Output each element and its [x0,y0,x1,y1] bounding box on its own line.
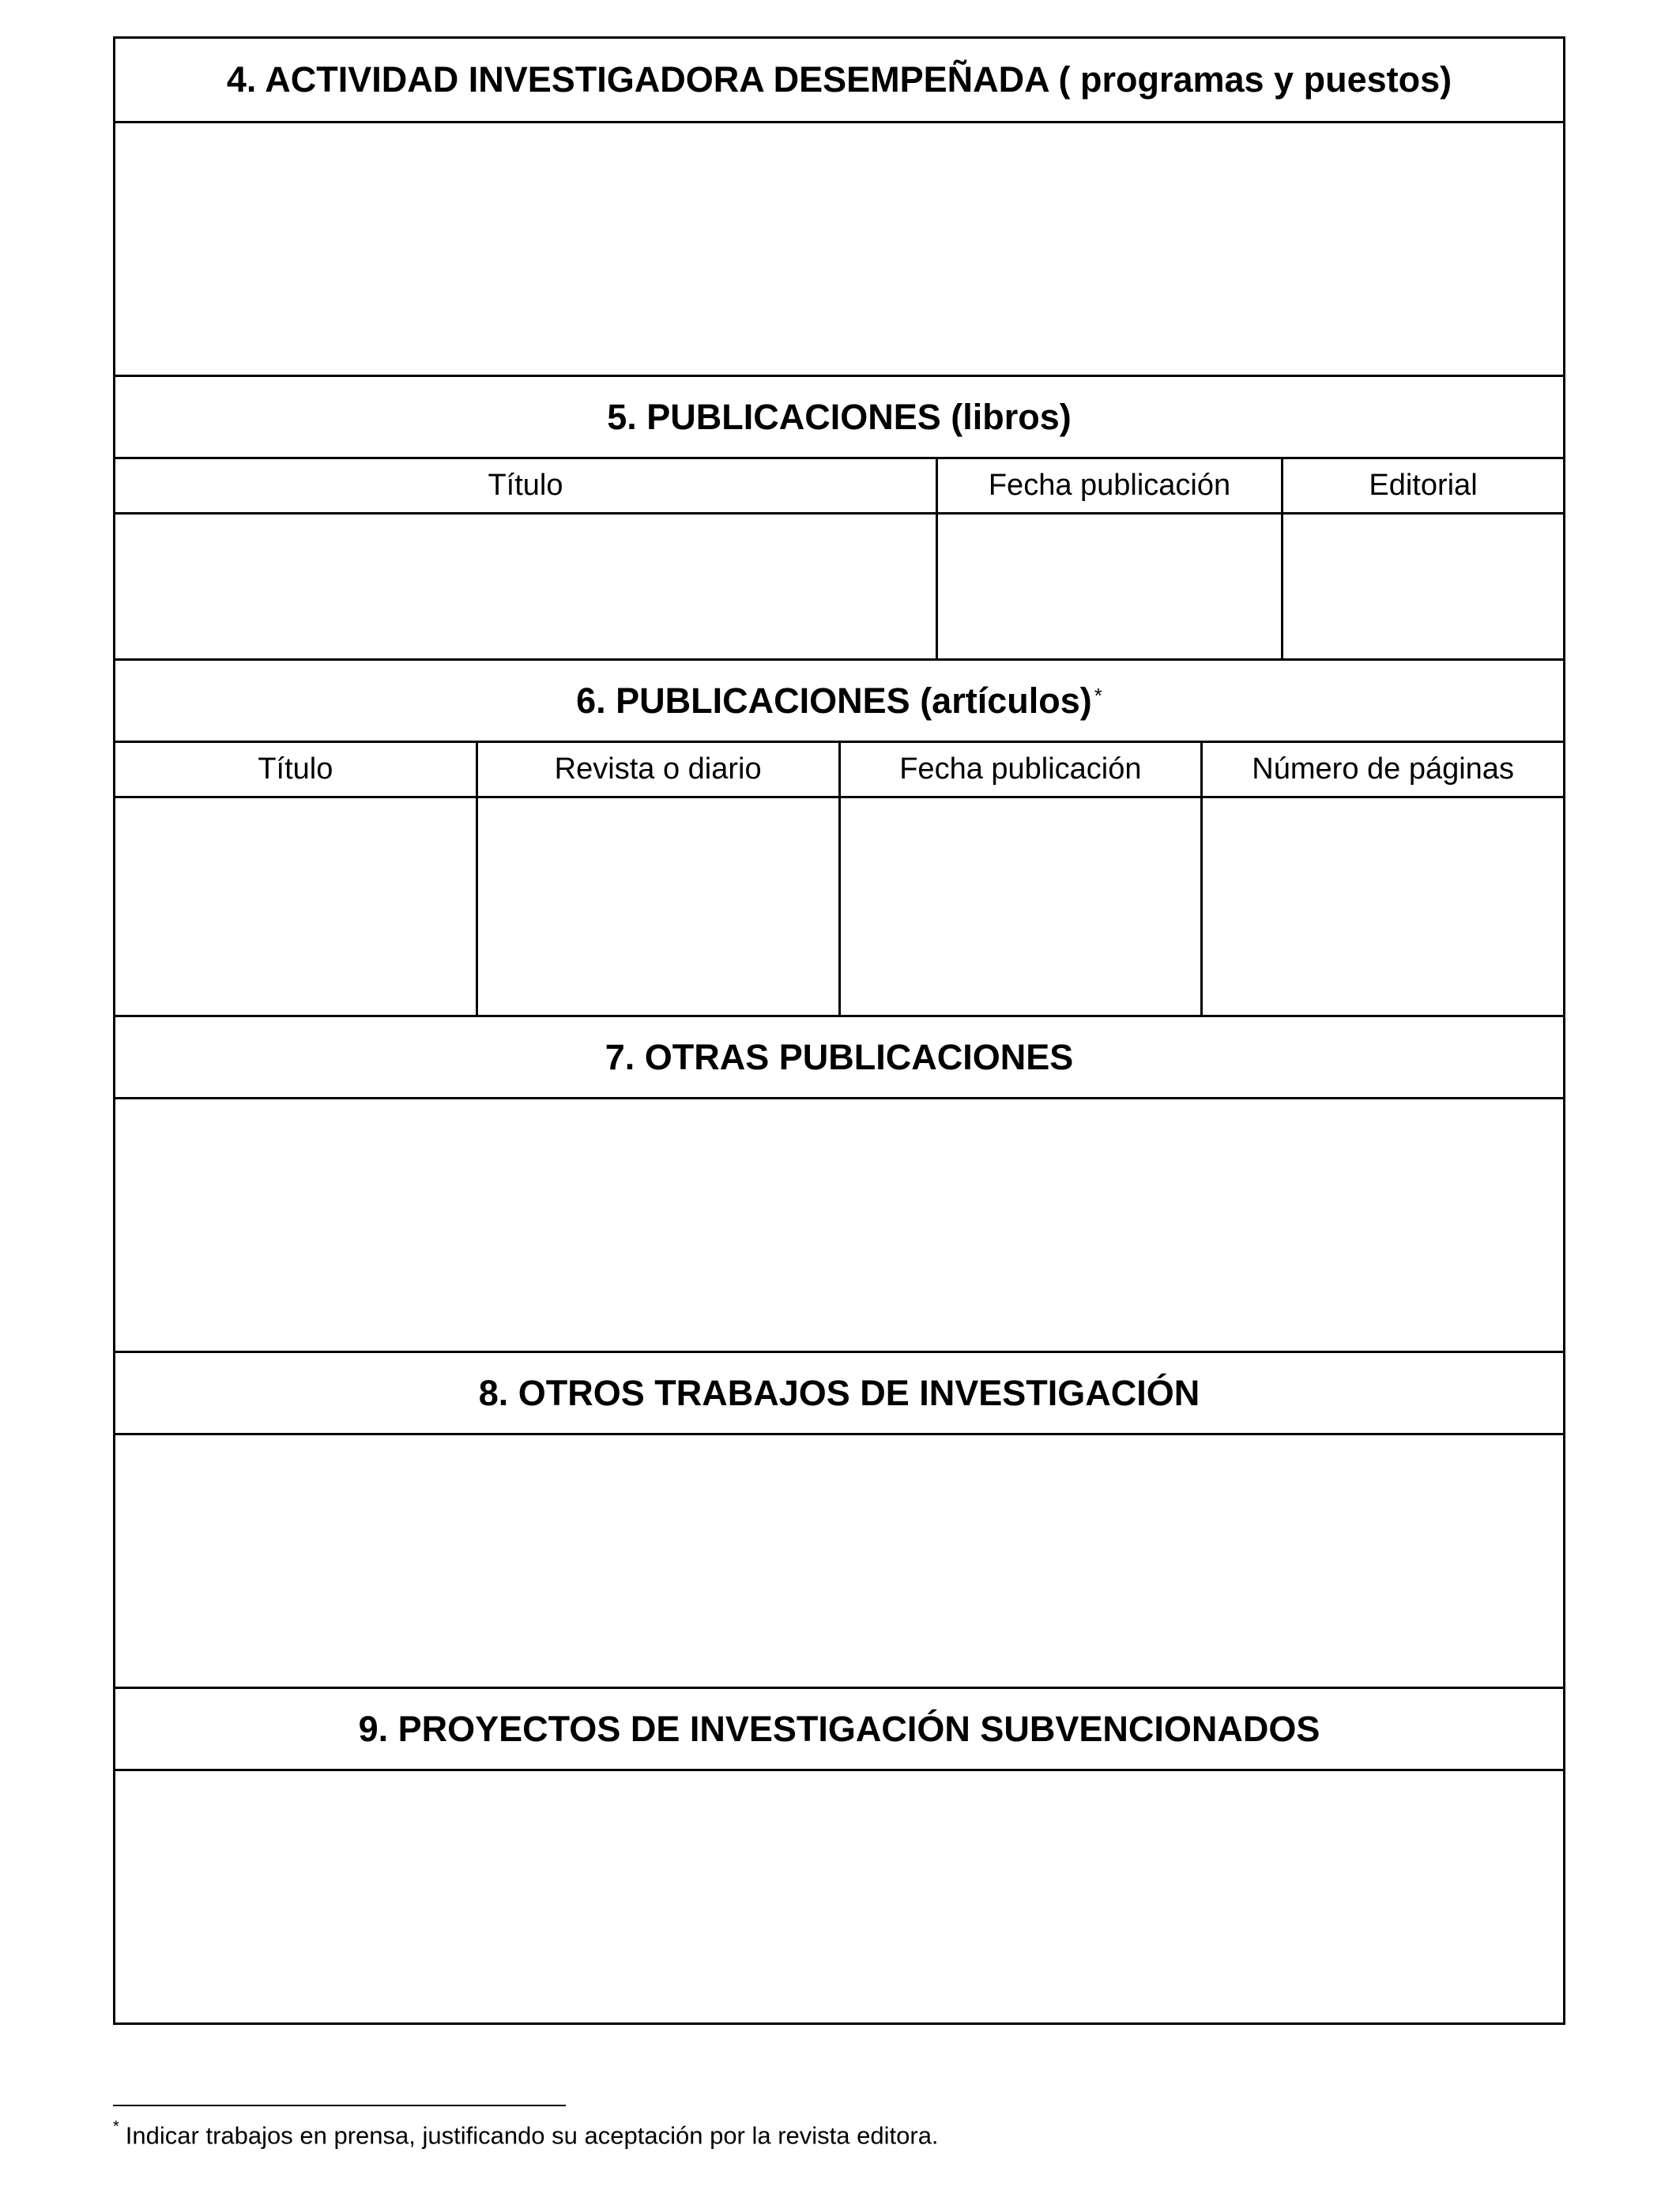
articles-col-journal: Revista o diario [476,743,838,796]
section-9-entry-area[interactable] [115,1769,1563,2022]
footnote-marker: * [1094,684,1102,707]
section-4-heading [115,39,1563,121]
articles-journal-cell[interactable] [476,798,838,1015]
section-4-entry-area[interactable] [115,121,1563,375]
articles-entry-row [115,796,1563,1015]
articles-column-headers [115,741,1563,796]
footnote-marker-ref: * [113,2118,119,2136]
books-title-cell[interactable] [115,515,936,658]
books-date-cell[interactable] [936,515,1281,658]
section-8-heading [115,1351,1563,1433]
section-7-heading [115,1015,1563,1097]
section-9-title: 9. PROYECTOS DE INVESTIGACIÓN SUBVENCIONADOS [358,1708,1320,1749]
books-col-publisher: Editorial [1281,459,1563,512]
articles-title-cell[interactable] [115,798,476,1015]
section-6-heading [115,658,1563,741]
books-publisher-cell[interactable] [1281,515,1563,658]
footnote-divider [113,2105,566,2106]
articles-pages-cell[interactable] [1200,798,1563,1015]
articles-col-pages: Número de páginas [1200,743,1563,796]
section-4-title: 4. ACTIVIDAD INVESTIGADORA DESEMPEÑADA ( programas y puestos) [226,59,1452,100]
section-9-heading [115,1687,1563,1769]
section-8-entry-area[interactable] [115,1433,1563,1687]
section-5-title: 5. PUBLICACIONES (libros) [607,396,1072,437]
footnote [113,2118,939,2150]
section-7-title: 7. OTRAS PUBLICACIONES [605,1036,1074,1077]
articles-date-cell[interactable] [838,798,1201,1015]
section-6-title: 6. PUBLICACIONES (artículos) [576,680,1092,721]
books-col-date: Fecha publicación [936,459,1281,512]
section-8-title: 8. OTROS TRABAJOS DE INVESTIGACIÓN [478,1372,1200,1413]
footnote-text: Indicar trabajos en prensa, justificando su aceptación por la revista editora. [125,2121,939,2150]
books-column-headers [115,457,1563,512]
articles-col-date: Fecha publicación [838,743,1201,796]
section-5-heading [115,375,1563,457]
books-col-title: Título [488,469,563,502]
section-7-entry-area[interactable] [115,1097,1563,1351]
articles-col-title: Título [258,752,333,786]
research-form [113,36,1565,2025]
books-entry-row [115,512,1563,658]
